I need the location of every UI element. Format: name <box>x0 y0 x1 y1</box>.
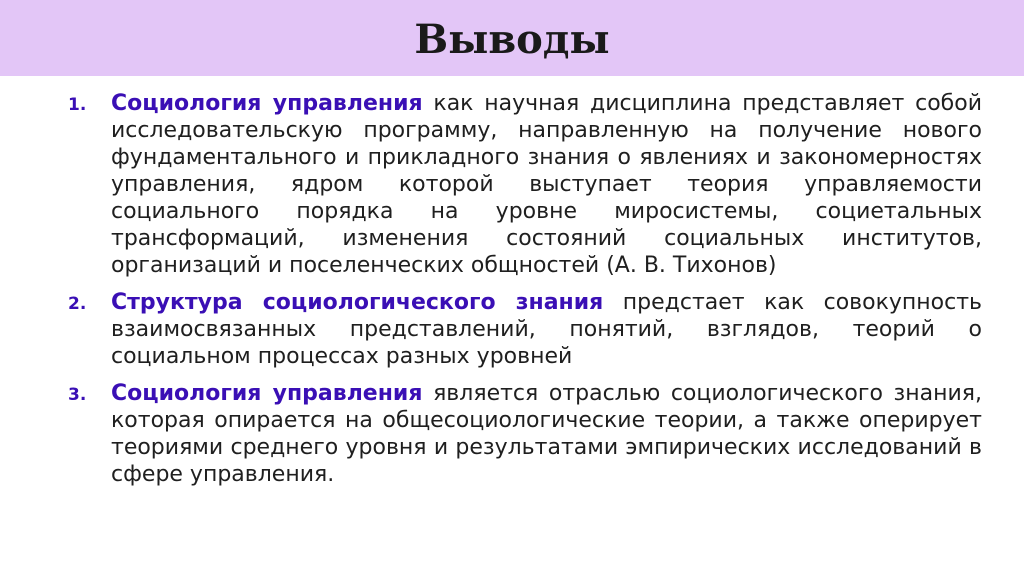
item-paragraph <box>111 380 982 488</box>
item-term: Социология управления <box>111 381 423 406</box>
item-number: 2. <box>68 294 87 314</box>
item-text: как научная дисциплина представляет собой исследовательскую программу, направленную на получение нового фундаментального и прикладного знания о явлениях и закономерностях управления, ядром которой выступает теория управляемости социального порядка на уровне миросистемы, социетальных трансформаций, изменения состояний социальных институтов, организаций и поселенческих общностей (А. В. Тихонов) <box>111 91 982 278</box>
list-item <box>0 90 1024 279</box>
item-number: 1. <box>68 95 87 115</box>
conclusions-list <box>0 90 1024 498</box>
item-text: является отраслью социологического знания, которая опирается на общесоциологические теории, а также оперирует теориями среднего уровня и результатами эмпирических исследований в сфере управления. <box>111 381 982 487</box>
item-term: Социология управления <box>111 91 423 116</box>
item-paragraph <box>111 90 982 279</box>
item-paragraph <box>111 289 982 370</box>
list-item <box>0 289 1024 370</box>
slide-title: Выводы <box>414 16 610 63</box>
item-number: 3. <box>68 385 87 405</box>
list-item <box>0 380 1024 488</box>
item-term: Структура социологического знания <box>111 290 604 315</box>
item-text: предстает как совокупность взаимосвязанных представлений, понятий, взглядов, теорий о социальном процессах разных уровней <box>111 290 982 369</box>
